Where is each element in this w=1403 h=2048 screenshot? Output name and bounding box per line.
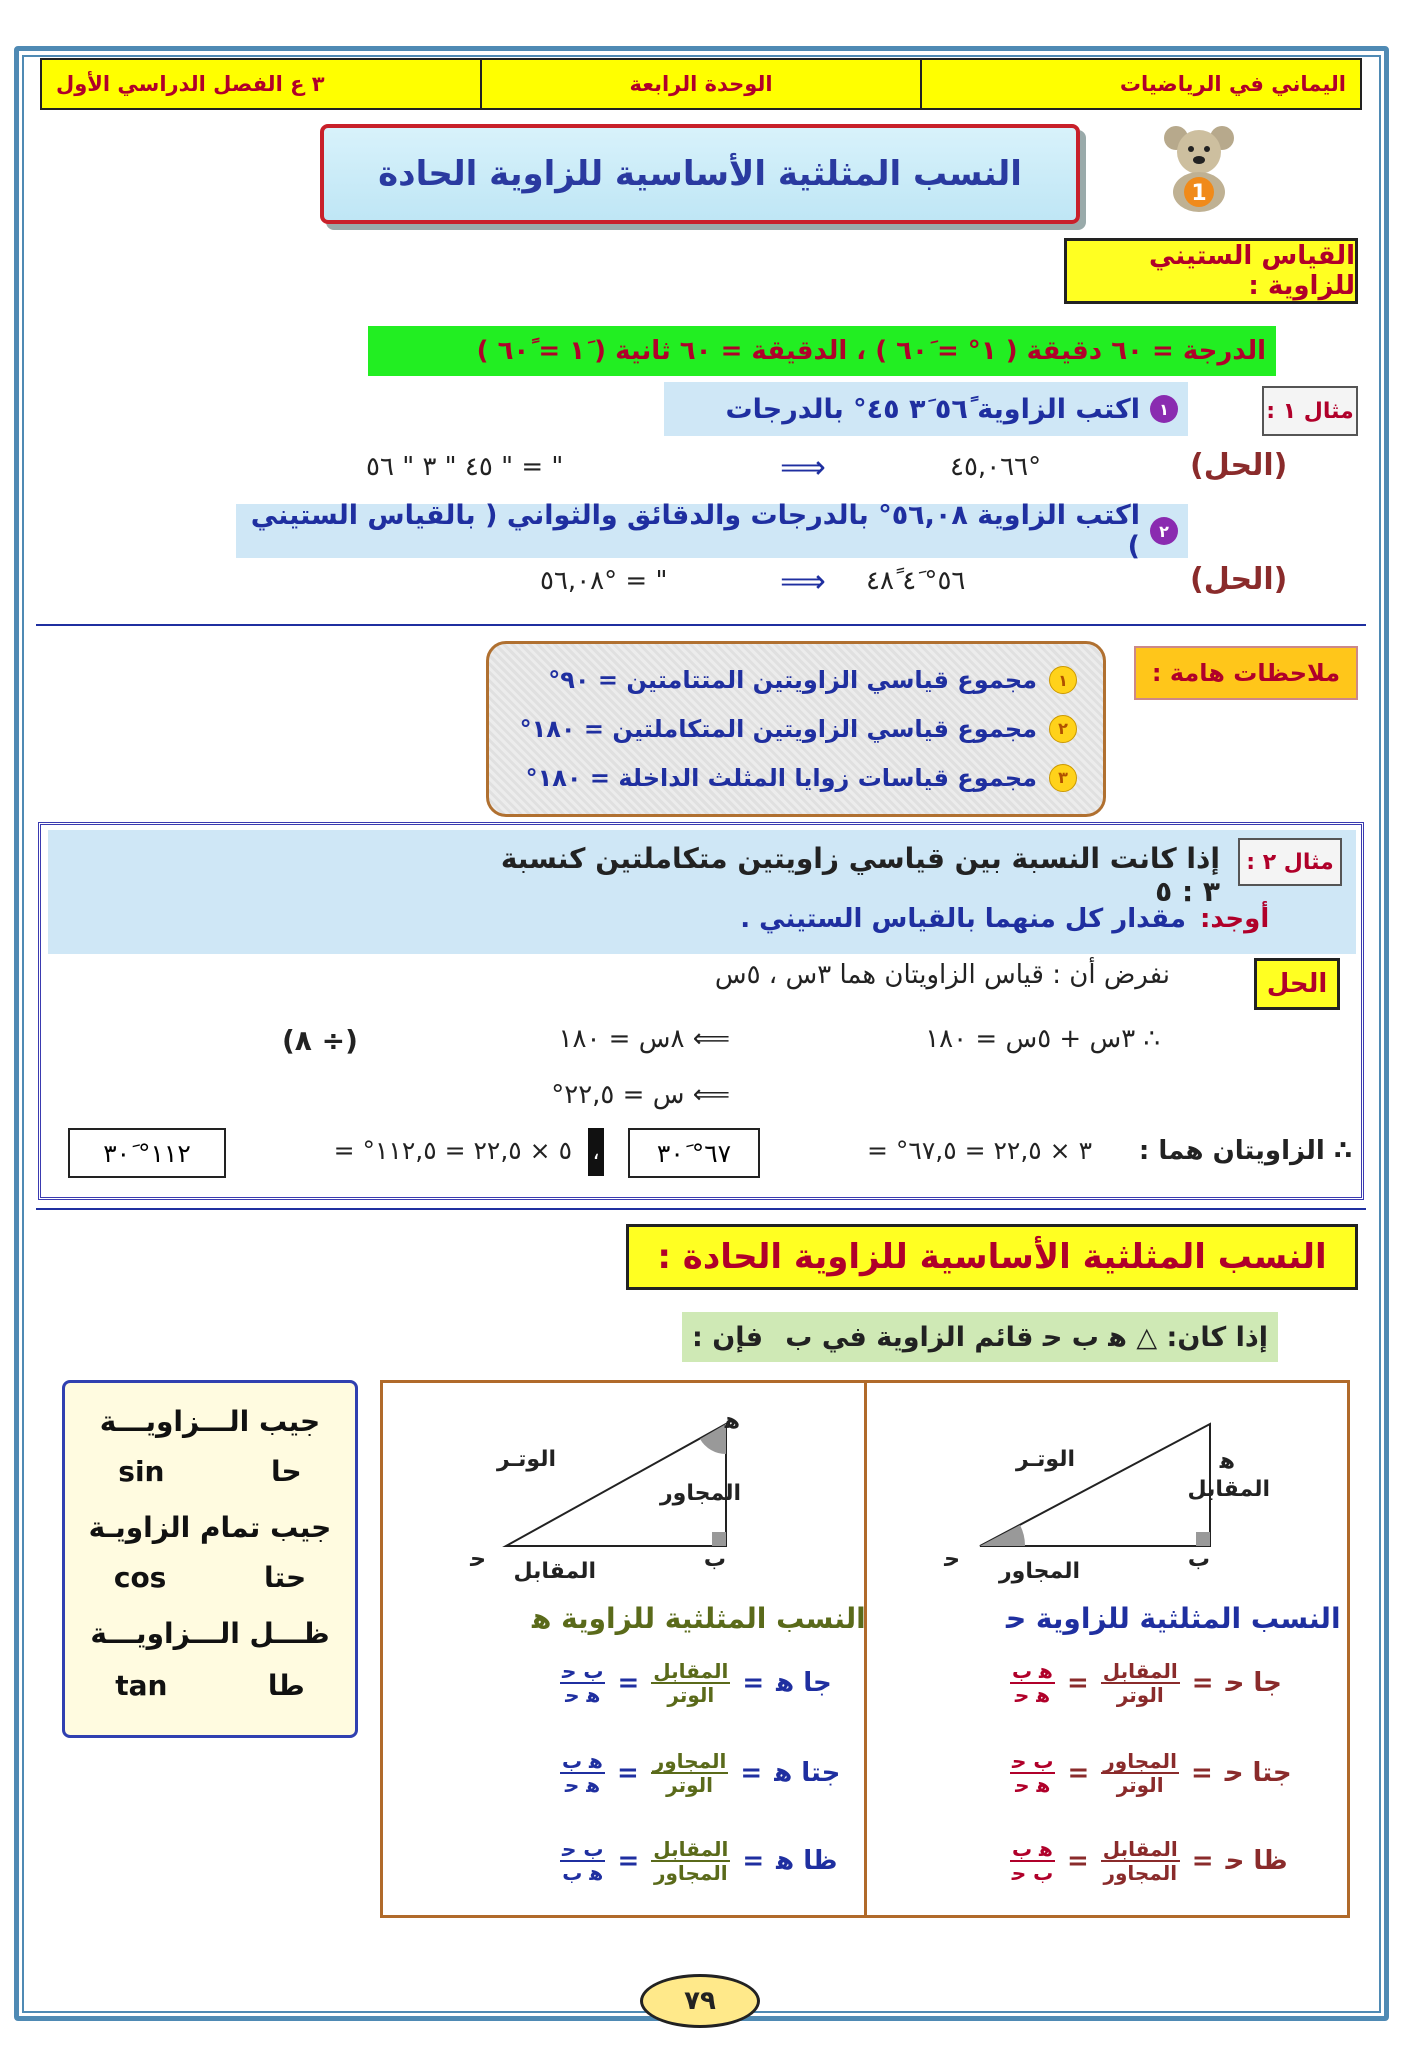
section-condition: [682, 1312, 1278, 1362]
tan-abbr: طا: [267, 1669, 305, 1702]
example2-find-label: أوجد:: [1200, 904, 1270, 934]
example1-q1-text: اكتب الزاوية ٥٦ً ٣َ ٤٥° بالدرجات: [725, 393, 1140, 425]
triangle-a-opp: المقابل: [513, 1559, 596, 1584]
cos-row: [65, 1561, 355, 1594]
example1-solution-label: (الحل): [1190, 448, 1288, 483]
implies-arrow-icon-2: ⟹: [780, 562, 828, 600]
sin-abbr: حا: [271, 1455, 302, 1488]
page-header: [40, 58, 1362, 110]
notes-box: [486, 641, 1106, 817]
example1-answer2-result: ٥٦° ٤َ ٤٨ً: [866, 566, 966, 596]
triangle-a-title: النسب المثلثية للزاوية ﻫ: [532, 1602, 866, 1635]
ratio-lhs: جا ﻫ: [776, 1668, 832, 1698]
triangle-a-label-vb: ب: [703, 1547, 726, 1572]
ratio-word: $\frac{\text{المقابل}}{\text{المجاور}}$: [653, 1837, 729, 1885]
sin-symbol: sin: [118, 1455, 165, 1488]
triangle-c-opp: المقابل: [1187, 1477, 1270, 1502]
header-book: اليماني في الرياضيات: [920, 60, 1360, 108]
example2-angle1: ٣ × ٢٢,٥ = ٦٧,٥° =: [867, 1136, 1092, 1165]
header-unit: الوحدة الرابعة: [480, 60, 920, 108]
implies-arrow-icon: ⟹: [780, 448, 828, 486]
ratio-letters: $\frac{\text{ﻫ ب}}{\text{ﻫ ﺣ}}$: [562, 1749, 603, 1797]
note-text: مجموع قياسي الزاويتين المتكاملتين = ١٨٠°: [519, 714, 1037, 743]
note-number-icon: ٢: [1049, 715, 1077, 743]
ratio-sin-c: جا ﺣ = $\frac{\text{المقابل}}{\text{الوتر}}$ = $\frac{\text{ﻫ ب}}{\text{ﻫ ﺣ}}$: [1012, 1659, 1282, 1707]
ratio-cos-a: جتا ﻫ = $\frac{\text{المجاور}}{\text{الوتر}}$ = $\frac{\text{ﻫ ب}}{\text{ﻫ ﺣ}}$: [562, 1749, 841, 1797]
notes-label: ملاحظات هامة :: [1134, 646, 1358, 700]
question-number-icon: ١: [1150, 395, 1178, 423]
triangle-a-label-va: ﻫ: [724, 1409, 740, 1434]
note-item: [515, 666, 1077, 694]
ratio-letters: $\frac{\text{ﻫ ب}}{\text{ب ﺣ}}$: [1011, 1837, 1054, 1885]
question-number-icon: ٢: [1150, 517, 1178, 545]
tan-arabic: ظـــل الـــزاويـــة: [90, 1617, 330, 1650]
page-number: ٧٩: [640, 1974, 760, 2028]
ratio-lhs: ظا ﻫ: [776, 1846, 838, 1876]
ratio-word: $\frac{\text{المقابل}}{\text{المجاور}}$: [1102, 1837, 1178, 1885]
example1-solution-label-2: (الحل): [1190, 562, 1288, 597]
example1-q2-text: اكتب الزاوية ٥٦,٠٨° بالدرجات والدقائق والثواني ( بالقياس الستيني ): [250, 500, 1140, 562]
trig-abbreviations-scroll: [62, 1380, 358, 1738]
tan-row: [65, 1669, 355, 1702]
example2-separator: ،: [588, 1128, 604, 1176]
ratio-lhs: جا ﺣ: [1225, 1668, 1282, 1698]
ratio-letters: $\frac{\text{ﻫ ب}}{\text{ﻫ ﺣ}}$: [1012, 1659, 1053, 1707]
example2-angle2-box: ١١٢° ٣٠َ: [68, 1128, 226, 1178]
triangle-angle-a-diagram: [396, 1396, 856, 1596]
ratio-word: $\frac{\text{المجاور}}{\text{الوتر}}$: [1103, 1749, 1177, 1797]
note-text: مجموع قياسي الزاويتين المتتامتين = ٩٠°: [548, 666, 1037, 695]
bear-number: 1: [1191, 181, 1207, 206]
example2-step2c: (÷ ٨): [282, 1024, 358, 1057]
triangles-divider: [864, 1380, 867, 1918]
ratio-letters: $\frac{\text{ب ﺣ}}{\text{ﻫ ﺣ}}$: [1012, 1749, 1054, 1797]
sin-row: [65, 1455, 355, 1488]
cos-abbr: حتا: [264, 1561, 307, 1594]
cos-symbol: cos: [113, 1561, 167, 1594]
ratio-lhs: جتا ﻫ: [774, 1758, 841, 1788]
example1-answer1-work: ٤٥ " ٣ " ٥٦ " = ": [366, 452, 564, 482]
example2-find: مقدار كل منهما بالقياس الستيني .: [740, 904, 1186, 934]
section-title: النسب المثلثية الأساسية للزاوية الحادة :: [626, 1224, 1358, 1290]
bear-mascot-icon: [1158, 122, 1240, 214]
ratio-letters: $\frac{\text{ب ﺣ}}{\text{ﻫ ب}}$: [562, 1837, 604, 1885]
example2-label: مثال ٢ :: [1238, 838, 1342, 886]
ratio-sin-a: جا ﻫ = $\frac{\text{المقابل}}{\text{الوتر}}$ = $\frac{\text{ب ﺣ}}{\text{ﻫ ﺣ}}$: [562, 1659, 832, 1707]
triangle-a-hyp: الوتـر: [496, 1447, 556, 1472]
sin-arabic: جيب الـــزاويـــة: [99, 1405, 321, 1438]
divider: [36, 624, 1366, 626]
note-item: [515, 764, 1077, 792]
triangle-c-hyp: الوتـر: [1015, 1447, 1075, 1472]
cos-arabic: جيب تمام الزاويـة: [88, 1511, 332, 1544]
ratio-tan-a: ظا ﻫ = $\frac{\text{المقابل}}{\text{المجاور}}$ = $\frac{\text{ب ﺣ}}{\text{ﻫ ب}}$: [562, 1837, 838, 1885]
triangle-c-title: النسب المثلثية للزاوية ﺣ: [1006, 1602, 1341, 1635]
triangle-c-label-vb: ب: [1187, 1547, 1210, 1572]
example1-label: مثال ١ :: [1262, 386, 1358, 436]
ratio-cos-c: جتا ﺣ = $\frac{\text{المجاور}}{\text{الوتر}}$ = $\frac{\text{ب ﺣ}}{\text{ﻫ ﺣ}}$: [1012, 1749, 1292, 1797]
triangle-a-label-vc: ﺣ: [470, 1547, 486, 1572]
note-text: مجموع قياسات زوايا المثلث الداخلة = ١٨٠°: [525, 763, 1037, 792]
ratio-tan-c: ظا ﺣ = $\frac{\text{المقابل}}{\text{المجاور}}$ = $\frac{\text{ﻫ ب}}{\text{ب ﺣ}}$: [1011, 1837, 1288, 1885]
note-number-icon: ١: [1049, 666, 1077, 694]
example2-step3: ⟸ س = ٢٢,٥°: [551, 1080, 730, 1110]
example2-step2b: ⟸ ٨س = ١٨٠: [558, 1024, 730, 1054]
divider-2: [36, 1208, 1366, 1210]
example2-step1: نفرض أن : قياس الزاويتان هما ٣س ، ٥س: [714, 960, 1170, 990]
example2-question: إذا كانت النسبة بين قياسي زاويتين متكاملتين كنسبة ٣ : ٥: [500, 842, 1220, 908]
example2-angles-label: ∴ الزاويتان هما :: [1138, 1136, 1352, 1166]
sexagesimal-label: القياس الستيني للزاوية :: [1064, 238, 1358, 304]
triangle-c-label-vc: ﺣ: [944, 1547, 960, 1572]
example1-answer1-result: ٤٥,٠٦٦°: [950, 452, 1042, 482]
section-then: فإن :: [692, 1321, 764, 1353]
example2-angle1-box: ٦٧° ٣٠َ: [628, 1128, 760, 1178]
example2-step2a: ∴ ٣س + ٥س = ١٨٠: [925, 1024, 1160, 1054]
ratio-letters: $\frac{\text{ب ﺣ}}{\text{ﻫ ﺣ}}$: [562, 1659, 604, 1707]
ratio-word: $\frac{\text{المقابل}}{\text{الوتر}}$: [653, 1659, 729, 1707]
example2-solution-label: الحل: [1254, 958, 1340, 1010]
triangle-a-adj: المجاور: [659, 1481, 741, 1506]
example1-question2: [236, 500, 1188, 562]
triangle-c-label-va: ﻫ: [1219, 1449, 1235, 1474]
ratio-word: $\frac{\text{المجاور}}{\text{الوتر}}$: [652, 1749, 727, 1797]
triangle-c-adj: المجاور: [998, 1559, 1080, 1584]
sexagesimal-definition: الدرجة = ٦٠ دقيقة ( ١° = ٦٠َ ) ، الدقيقة = ٦٠ ثانية ( ١َ = ٦٠ً ): [368, 326, 1276, 376]
note-item: [515, 715, 1077, 743]
ratio-lhs: جتا ﺣ: [1224, 1758, 1292, 1788]
section-if: إذا كان: △ ﻫ ب ﺣ قائم الزاوية في ب: [785, 1321, 1268, 1353]
example2-angle2: ٥ × ٢٢,٥ = ١١٢,٥° =: [333, 1136, 572, 1165]
example1-question1: [664, 382, 1188, 436]
ratio-word: $\frac{\text{المقابل}}{\text{الوتر}}$: [1102, 1659, 1178, 1707]
page-title: النسب المثلثية الأساسية للزاوية الحادة: [320, 124, 1080, 224]
triangle-angle-c-diagram: [880, 1396, 1340, 1596]
example1-answer2-work: ٥٦,٠٨° = ": [540, 566, 668, 596]
tan-symbol: tan: [115, 1669, 168, 1702]
header-grade: ٣ ع الفصل الدراسي الأول: [56, 72, 325, 96]
ratio-lhs: ظا ﺣ: [1225, 1846, 1288, 1876]
note-number-icon: ٣: [1049, 764, 1077, 792]
